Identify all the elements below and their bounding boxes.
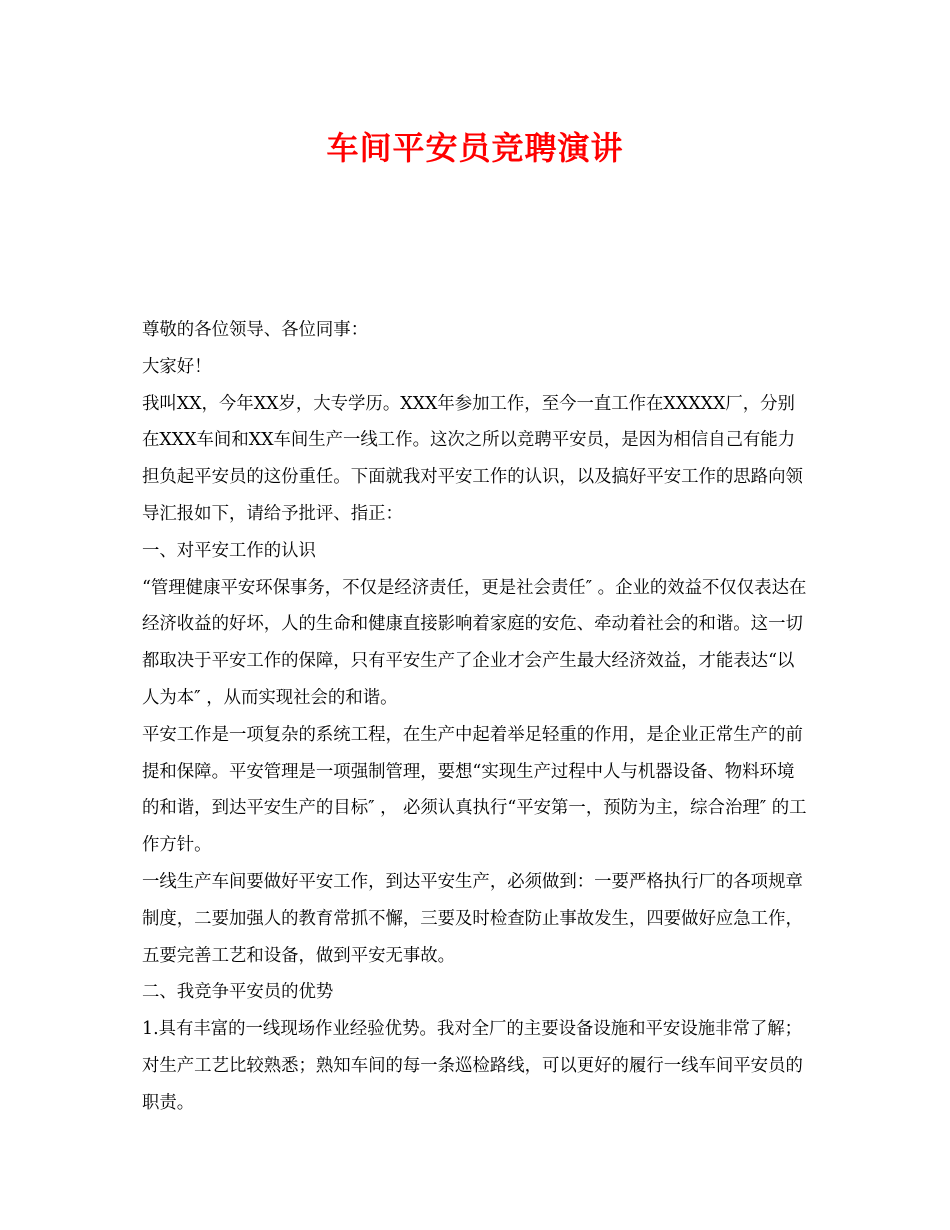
paragraph: 一线生产车间要做好平安工作，到达平安生产，必须做到：一要严格执行厂的各项规章制度，二要加强人的教育常抓不懈，三要及时检查防止事故发生，四要做好应急工作，五要完善工艺和设备，做到平安无事故。 — [142, 871, 803, 966]
section-heading-1: 一、对平安工作的认识 — [142, 540, 316, 561]
paragraph-introduction: 我叫XX，今年XX岁，大专学历。XXX年参加工作，至今一直工作在XXXXX厂，分别在XXX车间和XX车间生产一线工作。这次之所以竞聘平安员，是因为相信自己有能力担负起平安员的这份重任。下面就我对平安工作的认识，以及搞好平安工作的思路向领导汇报如下，请给予批评、指正： — [142, 393, 803, 524]
document-body — [142, 312, 808, 1122]
paragraph: “管理健康平安环保事务，不仅是经济责任，更是社会责任″ 。企业的效益不仅仅表达在经济收益的好坏，人的生命和健康直接影响着家庭的安危、牵动着社会的和谐。这一切都取决于平安工作的保障，只有平安生产了企业才会产生最大经济效益，才能表达“以人为本″ ，从而实现社会的和谐。 — [142, 577, 807, 708]
document-title: 车间平安员竞聘演讲 — [326, 129, 624, 167]
greeting: 大家好！ — [142, 356, 212, 377]
section-heading-2: 二、我竞争平安员的优势 — [142, 982, 334, 1003]
salutation: 尊敬的各位领导、各位同事： — [142, 320, 369, 340]
list-item: 1.具有丰富的一线现场作业经验优势。我对全厂的主要设备设施和平安设施非常了解；对生产工艺比较熟悉；熟知车间的每一条巡检路线，可以更好的履行一线车间平安员的职责。 — [142, 1019, 803, 1113]
paragraph: 平安工作是一项复杂的系统工程，在生产中起着举足轻重的作用，是企业正常生产的前提和保障。平安管理是一项强制管理，要想“实现生产过程中人与机器设备、物料环境的和谐，到达平安生产的目标″ ， 必须认真执行“平安第一，预防为主，综合治理″ 的工作方针。 — [142, 724, 807, 856]
